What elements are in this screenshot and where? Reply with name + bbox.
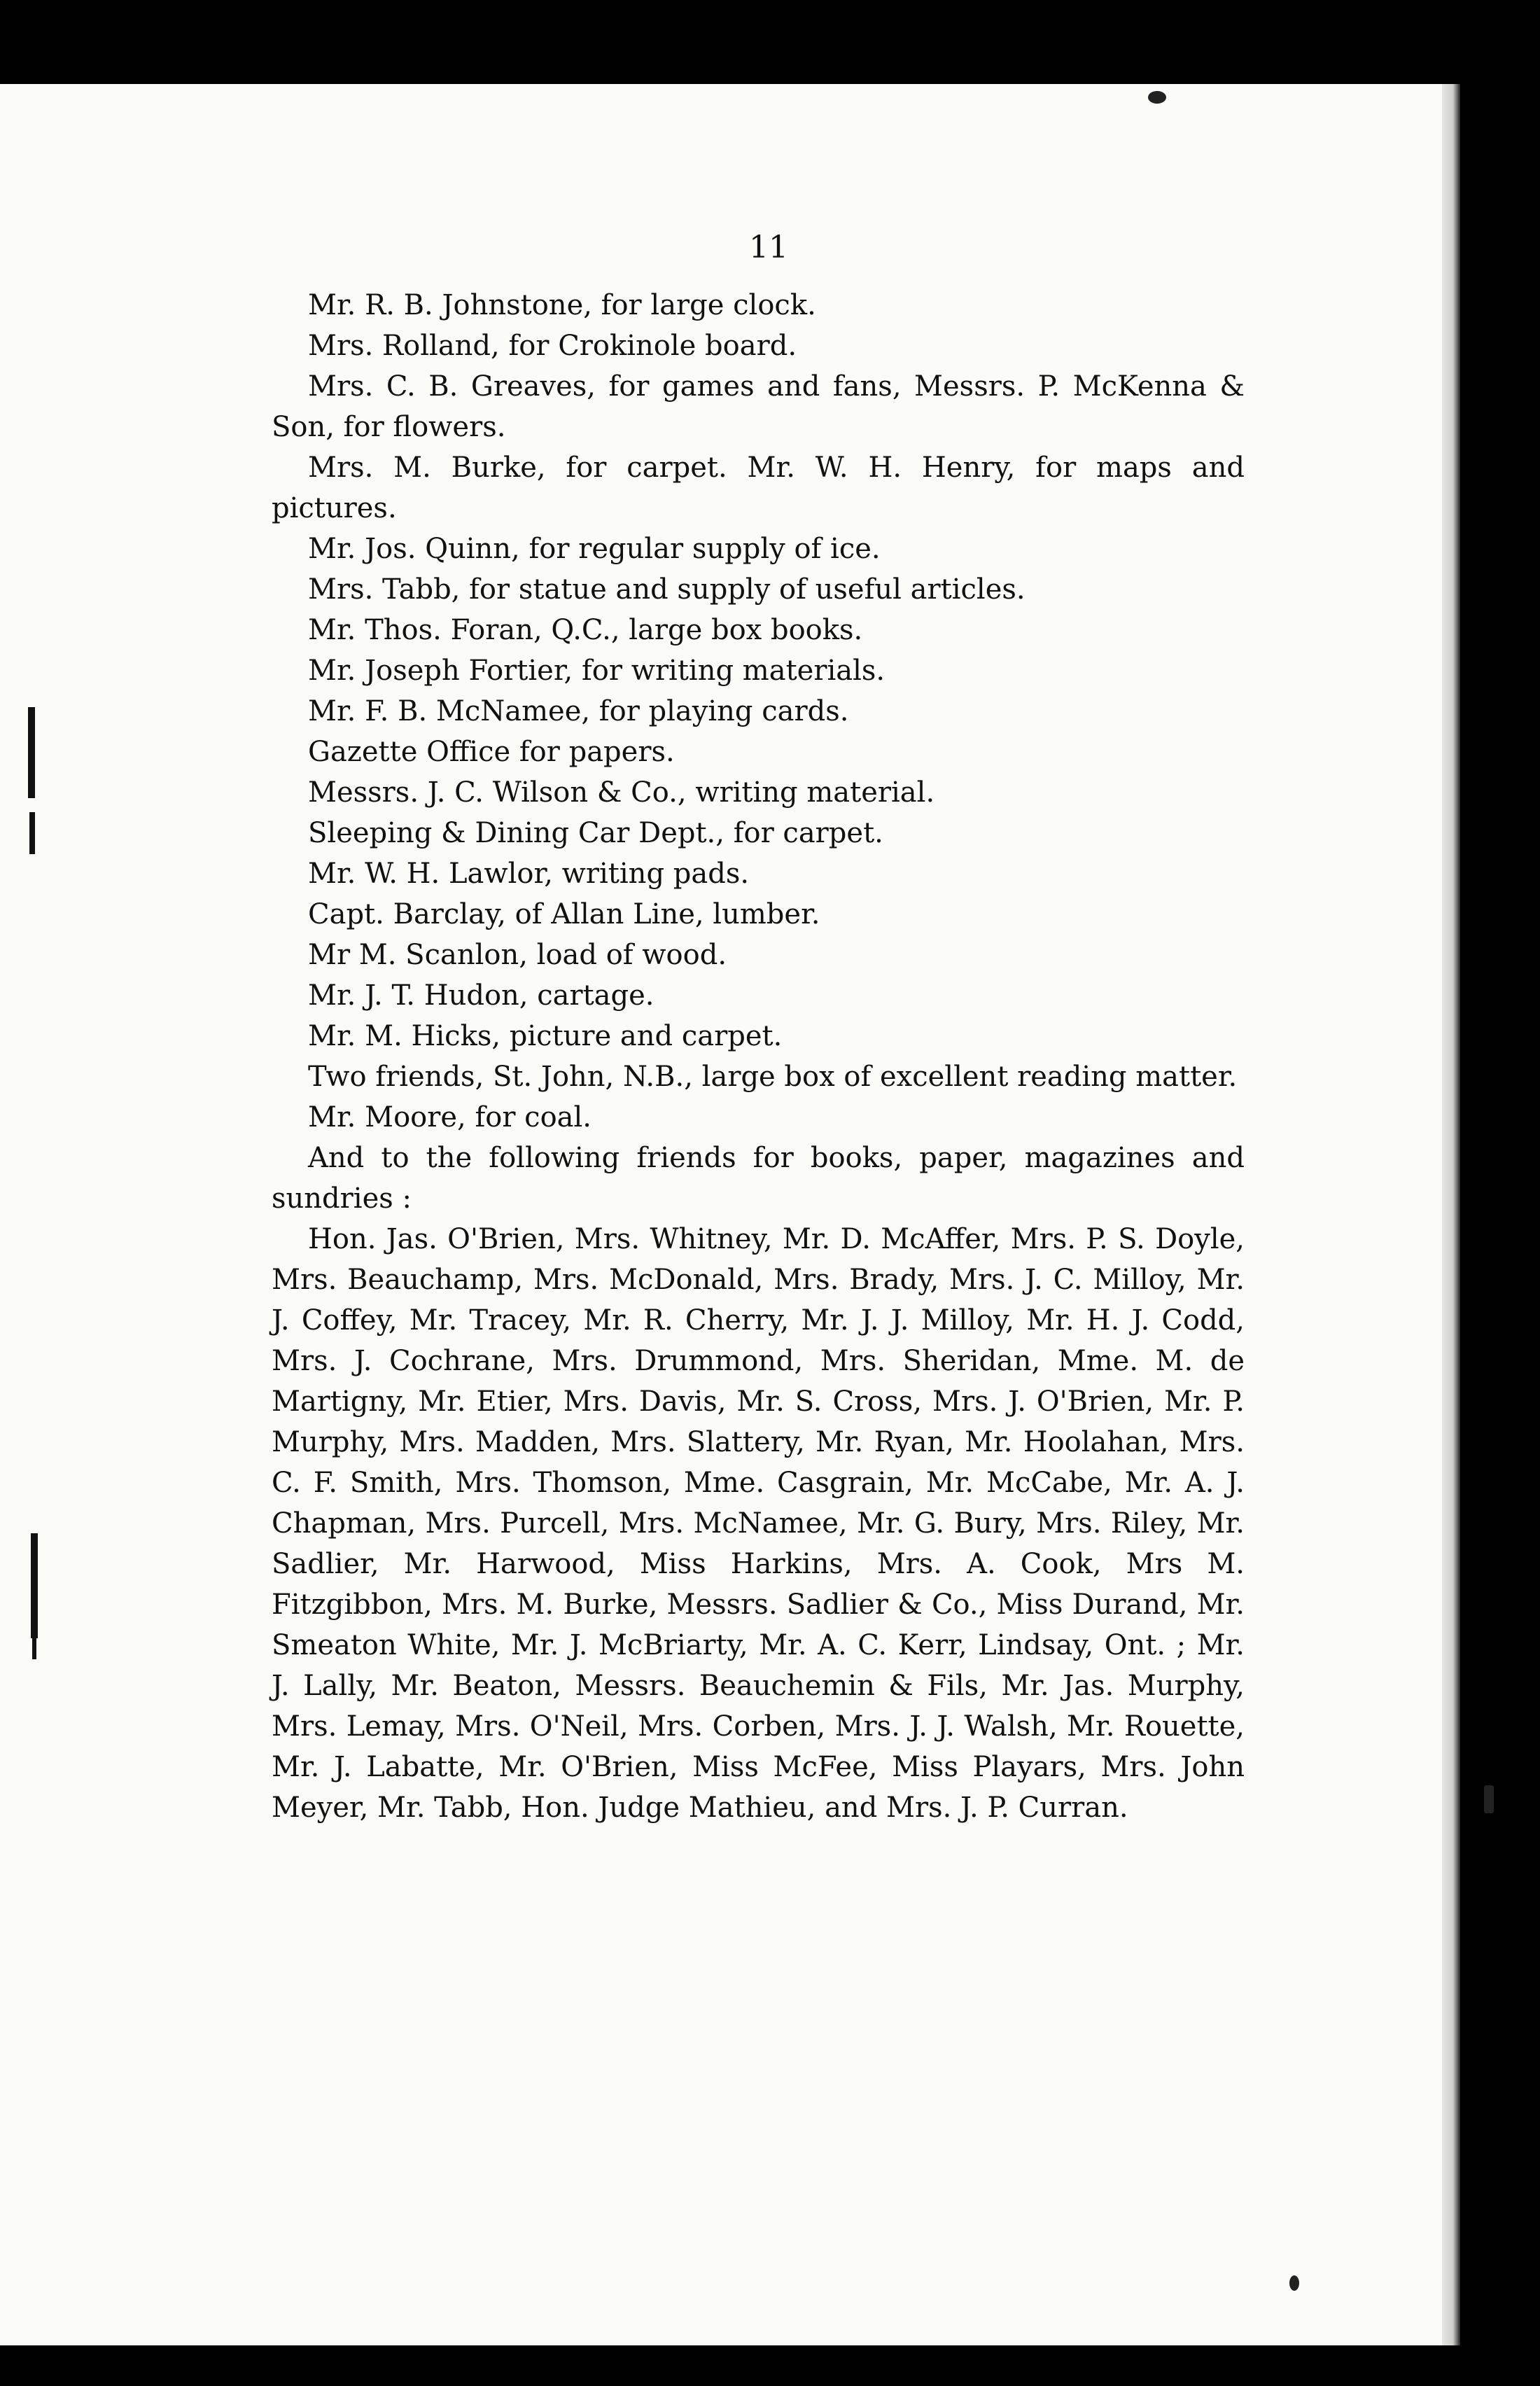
page-right-edge	[1442, 84, 1460, 2345]
list-item: Mr. R. B. Johnstone, for large clock.	[308, 289, 816, 321]
list-item: Mr. M. Hicks, picture and carpet.	[308, 1020, 783, 1052]
closing-list: Hon. Jas. O'Brien, Mrs. Whitney, Mr. D. McAffer, Mrs. P. S. Doyle, Mrs. Beauchamp, Mrs. McDonald, Mrs. Brady, Mrs. J. C. Milloy, Mr. J. Coffey, Mr. Tracey, Mr. R. Cherry, Mr. J. J. Milloy, Mr. H. J. Codd, Mrs. J. Cochrane, Mrs. Drummond, Mrs. Sheridan, Mme. M. de Martigny, Mr. Etier, Mrs. Davis, Mr. S. Cross, Mrs. J. O'Brien, Mr. P. Murphy, Mrs. Madden, Mrs. Slattery, Mr. Ryan, Mr. Hoolahan, Mrs. C. F. Smith, Mrs. Thomson, Mme. Casgrain, Mr. McCabe, Mr. A. J. Chapman, Mrs. Purcell, Mrs. McNamee, Mr. G. Bury, Mrs. Riley, Mr. Sadlier, Mr. Harwood, Miss Harkins, Mrs. A. Cook, Mrs M. Fitzgibbon, Mrs. M. Burke, Messrs. Sadlier & Co., Miss Durand, Mr. Smeaton White, Mr. J. McBriarty, Mr. A. C. Kerr, Lindsay, Ont. ; Mr. J. Lally, Mr. Beaton, Messrs. Beauchemin & Fils, Mr. Jas. Murphy, Mrs. Lemay, Mrs. O'Neil, Mrs. Corben, Mrs. J. J. Walsh, Mr. Rouette, Mr. J. Labatte, Mr. O'Brien, Miss McFee, Miss Playars, Mrs. John Meyer, Mr. Tabb, Hon. Judge Mathieu, and Mrs. J. P. Curran.	[272, 1223, 1245, 1824]
list-item: Mr. W. H. Lawlor, writing pads.	[308, 858, 750, 890]
list-item: Mrs. Tabb, for statue and supply of useful articles.	[308, 573, 1026, 606]
list-item: Sleeping & Dining Car Dept., for carpet.	[308, 817, 883, 849]
stray-speck	[1289, 2275, 1299, 2291]
closing-intro: And to the following friends for books, paper, magazines and sundries :	[272, 1142, 1245, 1215]
binding-mark	[29, 812, 35, 854]
list-item: Messrs. J. C. Wilson & Co., writing material.	[308, 776, 935, 809]
list-item: Mr. F. B. McNamee, for playing cards.	[308, 695, 849, 727]
page-text	[272, 230, 1245, 1828]
list-item: Gazette Office for papers.	[308, 736, 675, 768]
list-item: Mr. Joseph Fortier, for writing materials.	[308, 655, 886, 687]
list-item: Mr M. Scanlon, load of wood.	[308, 939, 727, 971]
stray-speck	[1484, 1785, 1494, 1813]
list-item: Mrs. Rolland, for Crokinole board.	[308, 330, 797, 362]
list-item: Two friends, St. John, N.B., large box of excellent reading matter.	[308, 1061, 1238, 1093]
list-item: Mr. Jos. Quinn, for regular supply of ice.	[308, 533, 881, 565]
page-number: 11	[749, 230, 788, 265]
list-item: Mr. J. T. Hudon, cartage.	[308, 979, 654, 1012]
list-item: Mrs. C. B. Greaves, for games and fans, Messrs. P. McKenna & Son, for flowers.	[272, 370, 1245, 443]
binding-mark	[32, 1575, 36, 1659]
list-item: Mrs. M. Burke, for carpet. Mr. W. H. Henry, for maps and pictures.	[272, 452, 1245, 524]
binding-mark	[28, 707, 35, 798]
stray-speck	[1148, 91, 1166, 104]
list-item: Mr. Thos. Foran, Q.C., large box books.	[308, 614, 863, 646]
list-item: Mr. Moore, for coal.	[308, 1101, 592, 1133]
list-item: Capt. Barclay, of Allan Line, lumber.	[308, 898, 820, 930]
